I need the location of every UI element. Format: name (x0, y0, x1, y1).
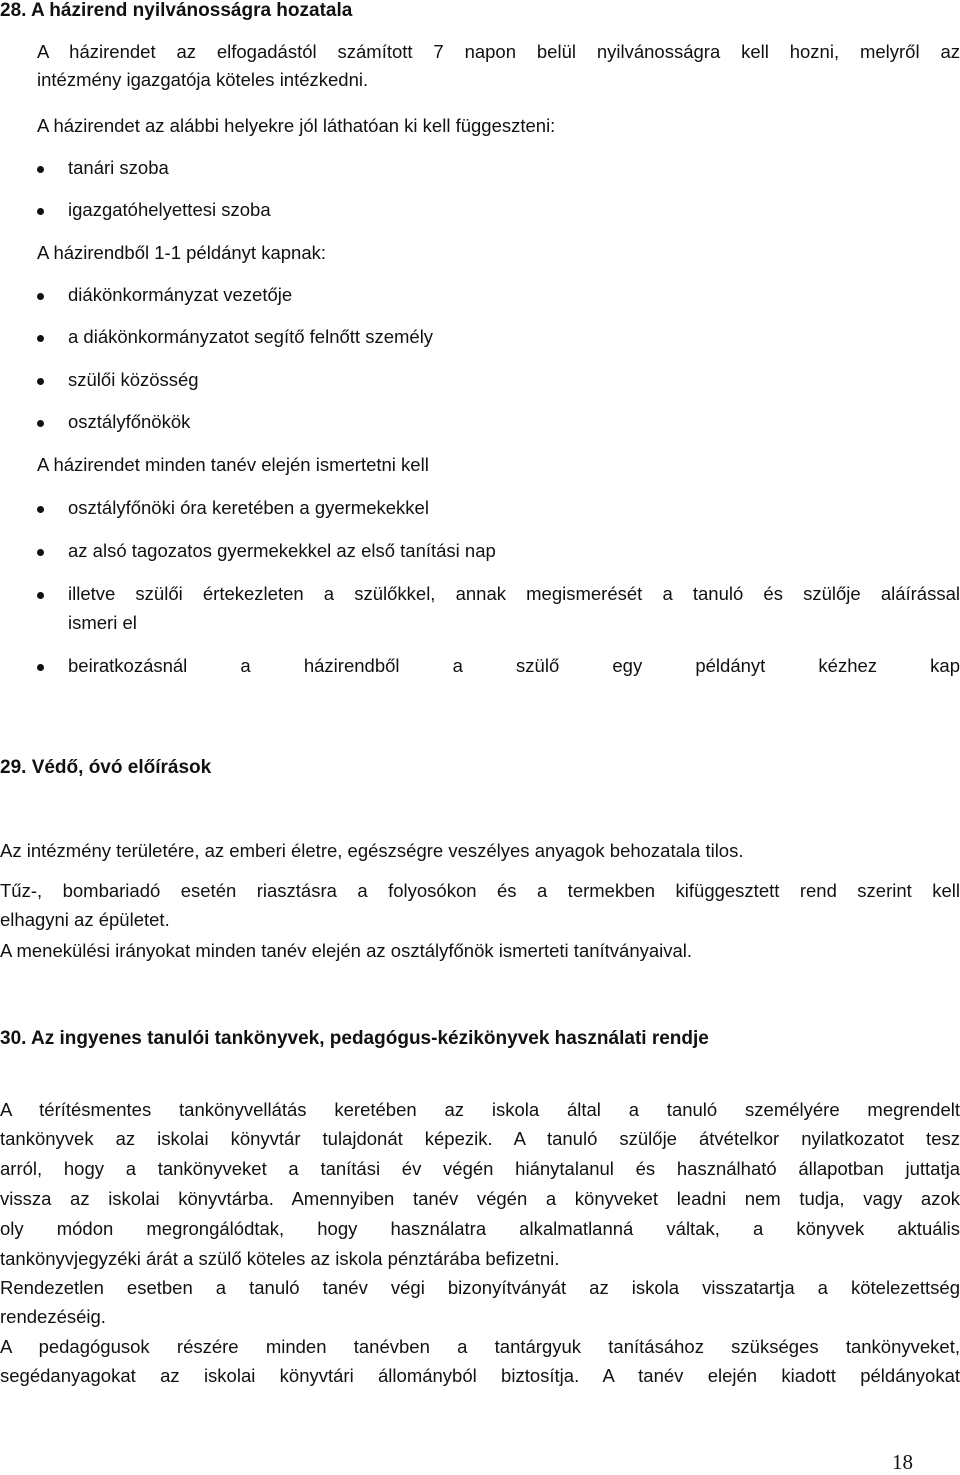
list-item (0, 281, 960, 309)
paragraph-line: vissza az iskolai könyvtárba. Amennyiben tanév végén a könyveket leadni nem tudja, vagy azok (0, 1188, 960, 1209)
list-item-text: illetve szülői értekezleten a szülőkkel, annak megismerését a tanuló és szülője aláírással (68, 583, 960, 604)
bullet-icon (37, 506, 44, 513)
list-item-text: ismeri el (68, 612, 137, 633)
list-item-text: diákönkormányzat vezetője (68, 284, 293, 305)
bullet-icon (37, 592, 44, 599)
sec28-p1-line1: A házirendet az elfogadástól számított 7 napon belül nyilvánosságra kell hozni, melyről az (37, 41, 960, 62)
paragraph-line: segédanyagokat az iskolai könyvtári állományból biztosítja. A tanév elején kiadott példányokat (0, 1365, 960, 1386)
list-item-text: a diákönkormányzatot segítő felnőtt személy (68, 326, 434, 347)
list-item (0, 323, 960, 351)
list-item-text: az alsó tagozatos gyermekekkel az első tanítási nap (68, 540, 496, 561)
paragraph-line: A pedagógusok részére minden tanévben a tantárgyuk tanításához szükséges tankönyveket, (0, 1336, 960, 1357)
list-item (0, 537, 960, 565)
list-item (0, 494, 960, 522)
paragraph-line: A térítésmentes tankönyvellátás keretében az iskola által a tanuló személyére megrendelt (0, 1099, 960, 1120)
list-item-text: beiratkozásnál a házirendből a szülő egy példányt kézhez kap (68, 655, 960, 676)
list-item-text: osztályfőnökök (68, 411, 191, 432)
sec28-p2: A házirendet az alábbi helyekre jól láthatóan ki kell függeszteni: (37, 115, 556, 136)
bullet-icon (37, 335, 44, 342)
bullet-icon (37, 378, 44, 385)
list-item-text: tanári szoba (68, 157, 169, 178)
sec28-p3: A házirendből 1-1 példányt kapnak: (37, 242, 327, 263)
sec29-p1: Az intézmény területére, az emberi életre, egészségre veszélyes anyagok behozatala tilos. (0, 840, 744, 861)
list-item (0, 408, 960, 436)
sec29-p2-line2: elhagyni az épületet. (0, 909, 170, 930)
list-item-text: igazgatóhelyettesi szoba (68, 199, 271, 220)
bullet-icon (37, 549, 44, 556)
section-29-title: 29. Védő, óvó előírások (0, 757, 212, 778)
bullet-icon (37, 208, 44, 215)
paragraph-line: tankönyvjegyzéki árát a szülő köteles az iskola pénztárába befizetni. (0, 1248, 560, 1269)
bullet-icon (37, 293, 44, 300)
list-item-text: szülői közösség (68, 369, 199, 390)
section-28-title: 28. A házirend nyilvánosságra hozatala (0, 0, 353, 21)
list-item-text: osztályfőnöki óra keretében a gyermekekkel (68, 497, 429, 518)
sec28-p4: A házirendet minden tanév elején ismertetni kell (37, 454, 429, 475)
paragraph-line: tankönyvek az iskolai könyvtár tulajdonát képezik. A tanuló szülője átvételkor nyilatkozatot tesz (0, 1128, 960, 1149)
list-item (0, 366, 960, 394)
list-item (0, 196, 960, 224)
list-item (0, 652, 960, 680)
paragraph-line: rendezéséig. (0, 1306, 106, 1327)
list-item (0, 154, 960, 182)
sec29-p3: A menekülési irányokat minden tanév elején az osztályfőnök ismerteti tanítványaival. (0, 940, 693, 961)
paragraph-line: Rendezetlen esetben a tanuló tanév végi bizonyítványát az iskola visszatartja a kötelezettség (0, 1277, 960, 1298)
paragraph-line: oly módon megrongálódtak, hogy használatra alkalmatlanná váltak, a könyvek aktuális (0, 1218, 960, 1239)
paragraph-line: arról, hogy a tankönyveket a tanítási év végén hiánytalanul és használható állapotban juttatja (0, 1158, 960, 1179)
section-30-title: 30. Az ingyenes tanulói tankönyvek, pedagógus-kézikönyvek használati rendje (0, 1028, 709, 1049)
sec29-p2-line1: Tűz-, bombariadó esetén riasztásra a folyosókon és a termekben kifüggesztett rend szerint kell (0, 880, 960, 901)
list-item (0, 580, 960, 640)
page-number: 18 (892, 1450, 913, 1474)
bullet-icon (37, 664, 44, 671)
sec28-p1-line2: intézmény igazgatója köteles intézkedni. (37, 69, 369, 90)
bullet-icon (37, 420, 44, 427)
bullet-icon (37, 166, 44, 173)
